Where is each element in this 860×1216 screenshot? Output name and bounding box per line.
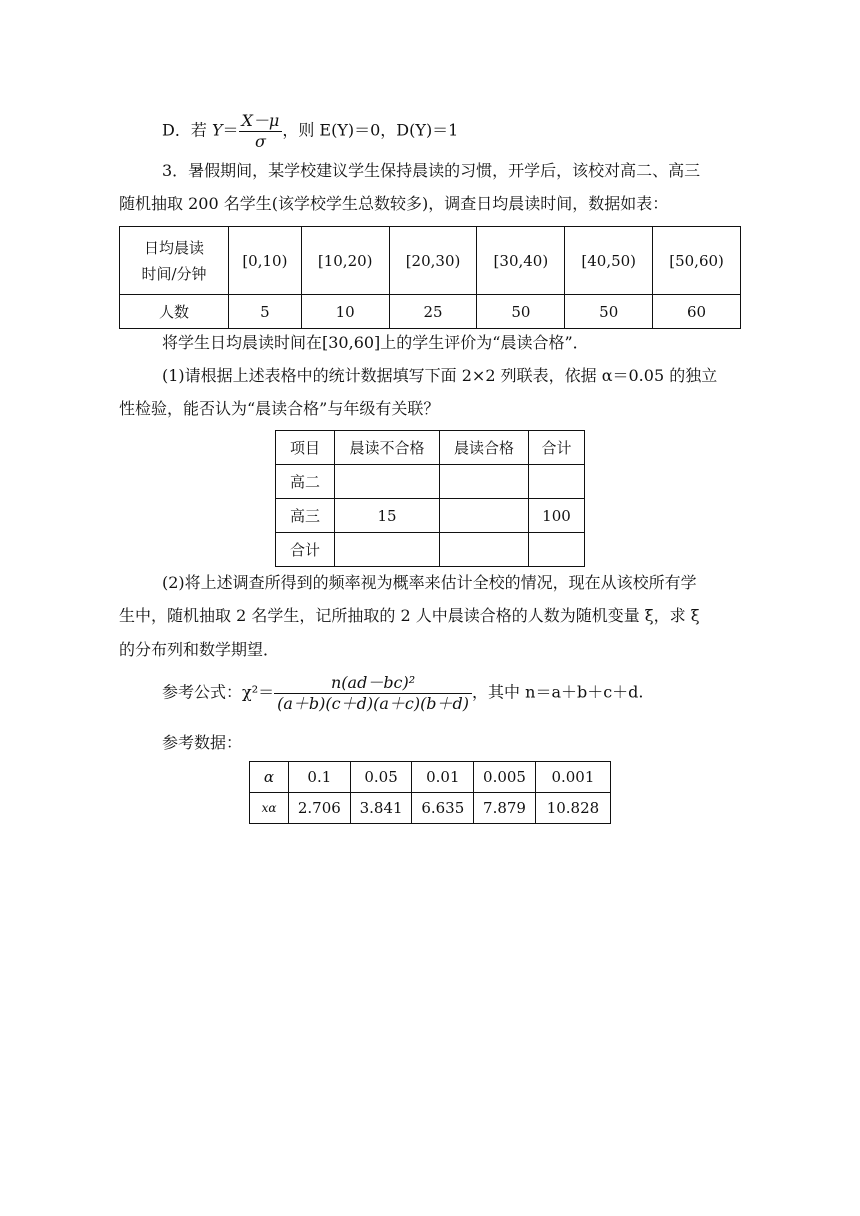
critical-values-table [249, 761, 611, 824]
table2-row-label: 合计 [276, 533, 335, 567]
table1-count: 50 [565, 295, 653, 329]
part2-line1: (2)将上述调查所得到的频率视为概率来估计全校的情况，现在从该校所有学 [162, 573, 697, 592]
table1-count: 25 [389, 295, 477, 329]
table3-x: 10.828 [535, 793, 610, 824]
table2-header: 晨读不合格 [335, 431, 440, 465]
formula-label: 参考公式：χ²＝ [162, 682, 275, 702]
table2-cell [335, 465, 440, 499]
formula-denominator: (a＋b)(c＋d)(a＋c)(b＋d) [277, 693, 470, 713]
table2-cell [440, 465, 529, 499]
table3-x: 3.841 [350, 793, 412, 824]
table3-x: 2.706 [289, 793, 351, 824]
table2-cell [440, 533, 529, 567]
table2-cell [529, 465, 585, 499]
table1-count: 5 [229, 295, 302, 329]
table2-cell: 100 [529, 499, 585, 533]
formula-fraction [274, 674, 472, 712]
part1-line2: 性检验，能否认为“晨读合格”与年级有关联？ [119, 399, 440, 418]
table3-alpha: 0.05 [350, 762, 412, 793]
problem3-line1: 3．暑假期间，某学校建议学生保持晨读的习惯，开学后，该校对高二、高三 [162, 161, 701, 180]
table3-alpha: 0.005 [474, 762, 536, 793]
table2-row-label: 高三 [276, 499, 335, 533]
table2-row-label: 高二 [276, 465, 335, 499]
table1-interval: [40,50) [565, 227, 653, 295]
table1-interval: [30,40) [477, 227, 565, 295]
formula-numerator: n(ad－bc)² [274, 674, 472, 694]
table3-alpha-label: α [250, 762, 289, 793]
table1-interval: [10,20) [301, 227, 389, 295]
formula-tail: ，其中 n＝a＋b＋c＋d. [472, 682, 644, 702]
option-d-rest: ，则 E(Y)＝0，D(Y)＝1 [282, 120, 459, 140]
problem3-line2: 随机抽取 200 名学生(该学校学生总数较多)，调查日均晨读时间，数据如表： [119, 194, 669, 213]
option-d-eq: ＝ [222, 120, 239, 140]
part1-line1: (1)请根据上述表格中的统计数据填写下面 2×2 列联表，依据 α＝0.05 的独立 [162, 366, 718, 385]
table3-alpha: 0.01 [412, 762, 474, 793]
part2-line3: 的分布列和数学期望． [119, 640, 280, 659]
table2-cell [440, 499, 529, 533]
option-d [162, 112, 458, 150]
table1-count: 10 [301, 295, 389, 329]
option-d-fraction [239, 112, 283, 150]
table3-alpha: 0.001 [535, 762, 610, 793]
table1-count: 60 [653, 295, 741, 329]
table3-x: 6.635 [412, 793, 474, 824]
reference-data-label: 参考数据： [162, 733, 243, 752]
table2-header: 项目 [276, 431, 335, 465]
reference-formula [162, 674, 644, 712]
table3-x-label: xα [250, 793, 289, 824]
table3-x: 7.879 [474, 793, 536, 824]
table2-header: 合计 [529, 431, 585, 465]
table2-cell [529, 533, 585, 567]
option-d-denominator: σ [254, 131, 266, 151]
option-d-numerator: X－μ [239, 112, 283, 132]
option-d-y: Y [211, 120, 223, 140]
table1-interval: [0,10) [229, 227, 302, 295]
table1-row-label: 人数 [120, 295, 229, 329]
contingency-table [275, 430, 585, 567]
qualification-note: 将学生日均晨读时间在[30,60]上的学生评价为“晨读合格”． [162, 333, 589, 352]
table1-header-cell [120, 227, 229, 295]
table2-cell [335, 533, 440, 567]
table1-interval: [50,60) [653, 227, 741, 295]
table1-interval: [20,30) [389, 227, 477, 295]
table1-header-line1: 日均晨读 [143, 238, 204, 257]
table2-header: 晨读合格 [440, 431, 529, 465]
table1-header-line2: 时间/分钟 [141, 264, 207, 283]
option-d-label: D．若 [162, 120, 207, 140]
table2-cell: 15 [335, 499, 440, 533]
table1-count: 50 [477, 295, 565, 329]
part2-line2: 生中，随机抽取 2 名学生，记所抽取的 2 人中晨读合格的人数为随机变量 ξ，求 ξ [119, 606, 700, 625]
reading-time-table [119, 226, 741, 329]
table3-alpha: 0.1 [289, 762, 351, 793]
